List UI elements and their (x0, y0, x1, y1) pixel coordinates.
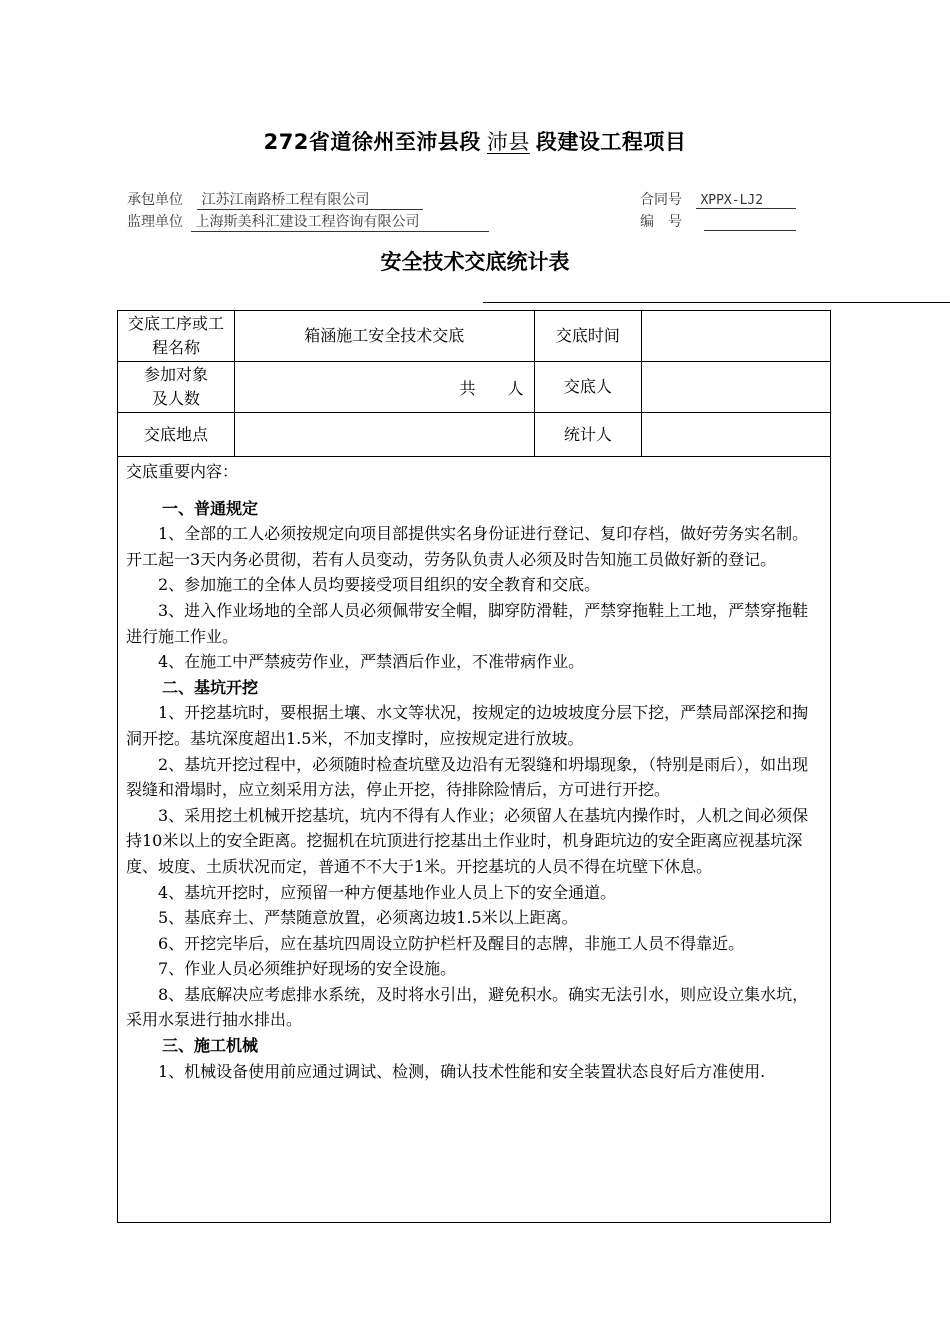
supervisor-row (127, 211, 489, 232)
contractor-label: 承包单位 (127, 192, 183, 208)
contractor-value: 江苏江南路桥工程有限公司 (197, 189, 423, 210)
section-heading: 三、施工机械 (162, 1036, 259, 1056)
content-paragraph: 2、基坑开挖过程中，必须随时检查坑壁及边沿有无裂缝和坍塌现象，（特别是雨后），如出现裂缝和滑塌时，应立刻采用方法，停止开挖，待排除险情后，方可进行开挖。 (126, 754, 809, 800)
contract-no-label: 合同号 (640, 192, 682, 208)
section-heading: 一、普通规定 (162, 498, 259, 518)
statistician-value[interactable] (642, 413, 831, 457)
location-label: 交底地点 (118, 413, 235, 457)
title-segment: 沛县 (486, 130, 530, 154)
title-suffix: 段建设工程项目 (535, 130, 687, 154)
content-paragraph: 8、基底解决应考虑排水系统，及时将水引出，避免积水。确实无法引水，则应设立集水坑，采用水泵进行抽水排出。 (126, 984, 809, 1030)
form-row-participants (118, 362, 831, 413)
content-paragraph: 3、进入作业场地的全部人员必须佩带安全帽，脚穿防滑鞋，严禁穿拖鞋上工地，严禁穿拖鞋进行施工作业。 (126, 600, 809, 646)
presenter-value[interactable] (642, 362, 831, 413)
participants-label: 参加对象及人数 (118, 362, 235, 413)
title-prefix: 272省道徐州至沛县段 (263, 130, 481, 154)
serial-row (640, 211, 796, 231)
form-row-location (118, 413, 831, 457)
location-value[interactable] (234, 413, 534, 457)
content-paragraph: 4、基坑开挖时，应预留一种方便基地作业人员上下的安全通道。 (158, 882, 617, 902)
briefing-content (118, 457, 831, 1223)
content-body (126, 496, 822, 1085)
contract-no-row (640, 189, 796, 209)
page-title (0, 126, 950, 156)
content-paragraph: 1、开挖基坑时，要根据土壤、水文等状况，按规定的边坡坡度分层下挖，严禁局部深挖和掏洞开挖。基坑深度超出1.5米，不加支撑时，应按规定进行放坡。 (126, 703, 809, 748)
supervisor-value: 上海斯美科汇建设工程咨询有限公司 (191, 211, 489, 232)
content-paragraph: 1、全部的工人必须按规定向项目部提供实名身份证进行登记、复印存档，做好劳务实名制。 (158, 524, 809, 544)
content-label: 交底重要内容： (126, 462, 239, 481)
content-paragraph: 3、采用挖土机械开挖基坑，坑内不得有人作业；必须留人在基坑内操作时，人机之间必须保持10米以上的安全距离。挖掘机在坑顶进行挖基出土作业时，机身距坑边的安全距离应视基坑深度、坡度、土质状况而定，普通不不大于1米。开挖基坑的人员不得在坑壁下休息。 (126, 805, 809, 876)
serial-value (704, 212, 796, 231)
content-paragraph: 开工起一3天内务必贯彻，若有人员变动，劳务队负责人必须及时告知施工员做好新的登记。 (126, 549, 777, 569)
form-subtitle: 安全技术交底统计表 (380, 250, 570, 274)
briefing-form (117, 310, 831, 1223)
contract-no-value: XPPX-LJ2 (696, 193, 796, 209)
procedure-label: 交底工序或工程名称 (118, 311, 235, 362)
content-paragraph: 1、机械设备使用前应通过调试、检测，确认技术性能和安全装置状态良好后方准使用. (158, 1061, 766, 1081)
content-paragraph: 6、开挖完毕后，应在基坑四周设立防护栏杆及醒目的志牌，非施工人员不得靠近。 (158, 933, 745, 953)
supervisor-label: 监理单位 (127, 214, 183, 230)
statistician-label: 统计人 (534, 413, 642, 457)
serial-label: 编 号 (640, 214, 682, 230)
form-row-procedure (118, 311, 831, 362)
content-paragraph: 4、在施工中严禁疲劳作业，严禁酒后作业，不准带病作业。 (158, 652, 585, 672)
content-paragraph: 2、参加施工的全体人员均要接受项目组织的安全教育和交底。 (158, 575, 601, 595)
participants-value[interactable]: 共 人 (234, 362, 534, 413)
presenter-label: 交底人 (534, 362, 642, 413)
procedure-value[interactable]: 箱涵施工安全技术交底 (234, 311, 534, 362)
time-value[interactable] (642, 311, 831, 362)
content-paragraph: 7、作业人员必须维护好现场的安全设施。 (158, 959, 457, 979)
divider-line (483, 302, 950, 303)
contractor-row (127, 189, 423, 210)
section-heading: 二、基坑开挖 (162, 677, 259, 697)
content-paragraph: 5、基底弃土、严禁随意放置，必须离边坡1.5米以上距离。 (158, 908, 578, 928)
time-label: 交底时间 (534, 311, 642, 362)
